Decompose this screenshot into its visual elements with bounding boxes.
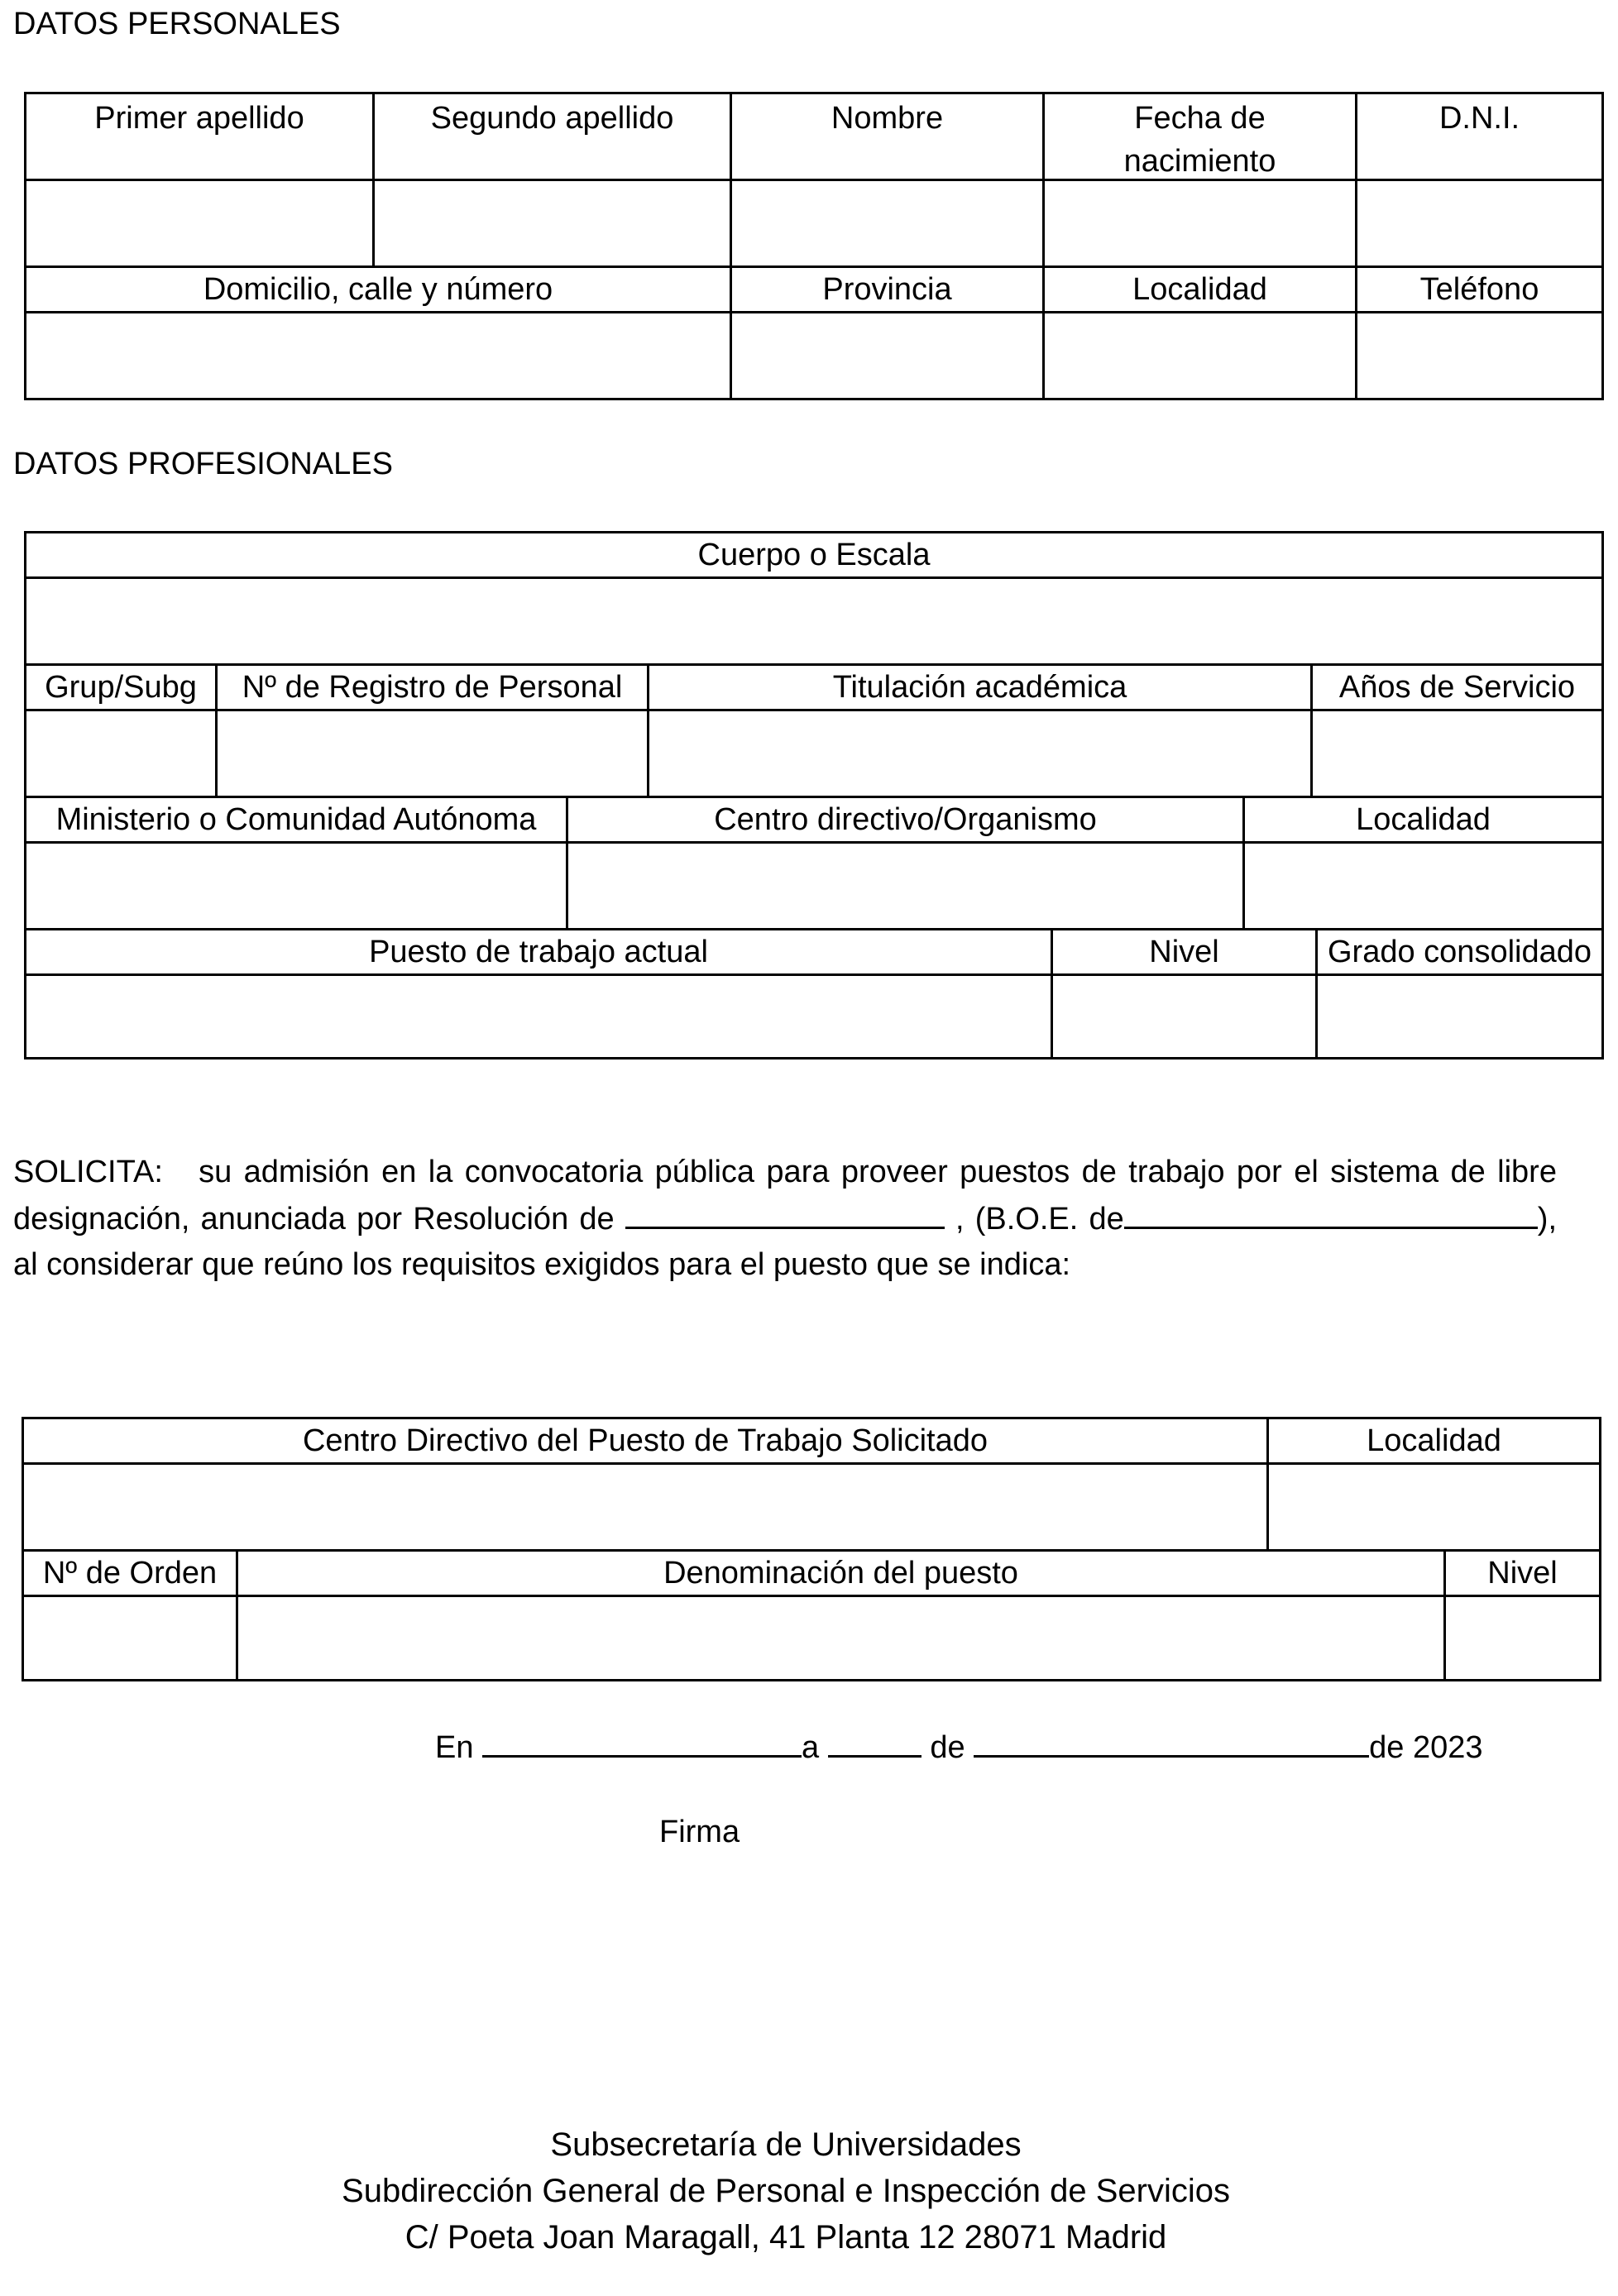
field-fecha-nacimiento[interactable] (1045, 181, 1357, 268)
header-ministerio: Ministerio o Comunidad Autónoma (26, 798, 568, 844)
field-registro-personal[interactable] (218, 711, 649, 798)
header-denominacion: Denominación del puesto (238, 1552, 1446, 1597)
footer-line-1: Subsecretaría de Universidades (550, 2126, 1022, 2163)
header-centro-directivo: Centro directivo/Organismo (568, 798, 1245, 844)
header-numero-orden: Nº de Orden (24, 1552, 238, 1597)
footer-address (0, 2121, 1572, 2260)
section-title-professional: DATOS PROFESIONALES (13, 447, 393, 481)
field-nivel-solicitado[interactable] (1446, 1597, 1599, 1679)
header-grado-consolidado: Grado consolidado (1318, 930, 1601, 976)
place-blank[interactable] (482, 1722, 802, 1758)
field-denominacion[interactable] (238, 1597, 1446, 1679)
header-fecha-nacimiento: Fecha de nacimiento (1045, 94, 1357, 181)
header-primer-apellido: Primer apellido (26, 94, 375, 181)
field-numero-orden[interactable] (24, 1597, 238, 1679)
date-de-label: de (930, 1730, 965, 1765)
requested-position-table (22, 1417, 1601, 1681)
personal-data-table (24, 92, 1604, 400)
header-grup-subg: Grup/Subg (26, 666, 218, 711)
professional-data-table (24, 531, 1604, 1060)
header-localidad-prof: Localidad (1245, 798, 1601, 844)
header-localidad: Localidad (1045, 268, 1357, 313)
field-domicilio[interactable] (26, 313, 732, 398)
field-ministerio[interactable] (26, 844, 568, 930)
header-nivel-solicitado: Nivel (1446, 1552, 1599, 1597)
field-centro-directivo[interactable] (568, 844, 1245, 930)
field-grup-subg[interactable] (26, 711, 218, 798)
field-nombre[interactable] (732, 181, 1045, 268)
header-provincia: Provincia (732, 268, 1045, 313)
header-puesto-actual: Puesto de trabajo actual (26, 930, 1053, 976)
footer-line-2: Subdirección General de Personal e Inspección de Servicios (342, 2173, 1230, 2209)
field-localidad-solicitado[interactable] (1269, 1465, 1599, 1552)
request-text-1: su admisión en la convocatoria pública para proveer puestos de trabajo por el sistema de libre designación, anunciada por Resolución de (13, 1155, 1557, 1236)
header-registro-personal: Nº de Registro de Personal (218, 666, 649, 711)
header-anos-servicio: Años de Servicio (1313, 666, 1601, 711)
field-grado-consolidado[interactable] (1318, 976, 1601, 1057)
date-a-label: a (802, 1730, 820, 1765)
field-anos-servicio[interactable] (1313, 711, 1601, 798)
field-nivel-actual[interactable] (1053, 976, 1318, 1057)
request-lead: SOLICITA: (13, 1155, 163, 1189)
date-en-label: En (435, 1730, 474, 1765)
resolucion-blank[interactable] (625, 1195, 945, 1229)
field-localidad[interactable] (1045, 313, 1357, 398)
field-titulacion[interactable] (649, 711, 1313, 798)
field-puesto-actual[interactable] (26, 976, 1053, 1057)
section-title-personal: DATOS PERSONALES (13, 7, 341, 41)
header-dni: D.N.I. (1357, 94, 1601, 181)
field-telefono[interactable] (1357, 313, 1601, 398)
header-cuerpo-escala: Cuerpo o Escala (26, 533, 1601, 579)
field-primer-apellido[interactable] (26, 181, 375, 268)
request-text-2: , (B.O.E. de (955, 1202, 1124, 1236)
day-blank[interactable] (828, 1722, 921, 1758)
field-localidad-prof[interactable] (1245, 844, 1601, 930)
month-blank[interactable] (974, 1722, 1369, 1758)
header-localidad-solicitado: Localidad (1269, 1419, 1599, 1465)
header-telefono: Teléfono (1357, 268, 1601, 313)
header-titulacion: Titulación académica (649, 666, 1313, 711)
field-centro-solicitado[interactable] (24, 1465, 1269, 1552)
field-cuerpo-escala[interactable] (26, 579, 1601, 666)
request-paragraph (13, 1150, 1557, 1288)
header-segundo-apellido: Segundo apellido (375, 94, 732, 181)
header-domicilio: Domicilio, calle y número (26, 268, 732, 313)
signature-label: Firma (659, 1815, 740, 1849)
footer-line-3: C/ Poeta Joan Maragall, 41 Planta 12 28071 Madrid (404, 2219, 1167, 2255)
header-centro-solicitado: Centro Directivo del Puesto de Trabajo Solicitado (24, 1419, 1269, 1465)
boe-date-blank[interactable] (1124, 1195, 1538, 1229)
date-line (435, 1722, 1483, 1768)
header-nombre: Nombre (732, 94, 1045, 181)
request-text-3: ), al considerar que reúno los requisitos exigidos para el puesto que se indica: (13, 1202, 1558, 1282)
field-segundo-apellido[interactable] (375, 181, 732, 268)
field-provincia[interactable] (732, 313, 1045, 398)
field-dni[interactable] (1357, 181, 1601, 268)
date-year-label: de 2023 (1369, 1730, 1483, 1765)
header-nivel-actual: Nivel (1053, 930, 1318, 976)
